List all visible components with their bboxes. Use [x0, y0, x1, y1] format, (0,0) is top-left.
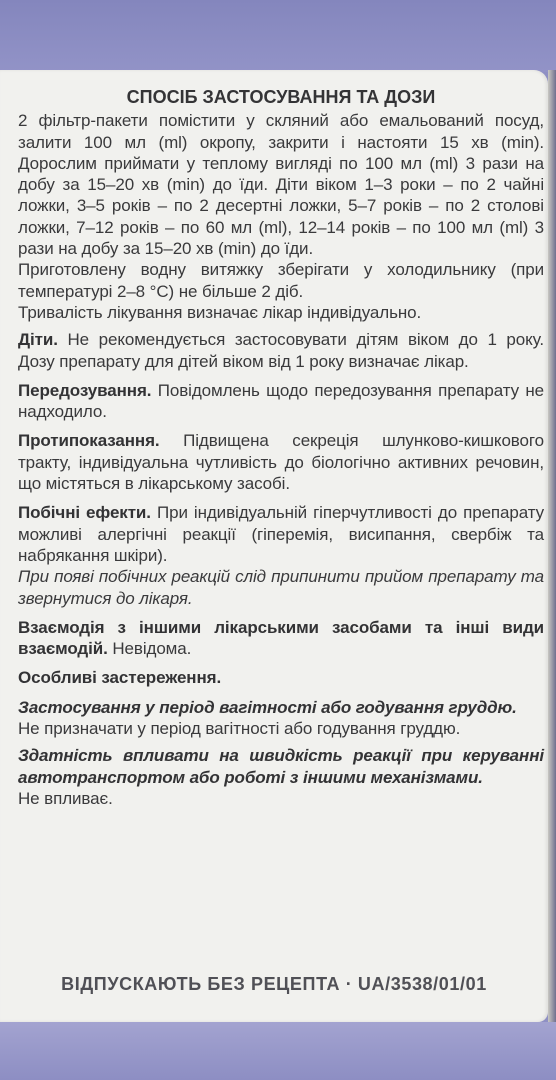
storage-paragraph: Приготовлену водну витяжку зберігати у холодильнику (при температурі 2–8 °С) не більше 2 діб.	[18, 260, 544, 301]
contraindications-label: Протипоказання.	[18, 431, 160, 451]
children-text: Не рекомендується застосовувати дітям віком до 1 року. Дозу препарату для дітей віком від 1 року визначає лікар.	[18, 330, 544, 371]
dosage-paragraph: 2 фільтр-пакети помістити у скляний або емальований посуд, залити 100 мл (ml) окропу, закрити і настояти 15 хв (min). Дорослим приймати у теплому вигляді по 100 мл (ml) 3 рази на добу за 15–20 хв (min) до їди. Діти віком 1–3 роки – по 2 чайні ложки, 3–5 років – по 2 десертні ложки, 5–7 років – по 2 столові ложки, 7–12 років – по 60 мл (ml), 12–14 років – по 100 мл (ml) 3 рази на добу за 15–20 хв (min) до їди.	[18, 111, 544, 259]
prescription-footer: ВІДПУСКАЮТЬ БЕЗ РЕЦЕПТА · UA/3538/01/01	[61, 974, 487, 994]
package-right-edge	[548, 70, 556, 1030]
pregnancy-text: Не призначати у період вагітності або годування груддю.	[18, 719, 461, 739]
contraindications-text: Підвищена секреція шлунково-кишкового тракту, індивідуальна чутливість до біологічно активних речовин, що містяться в лікарському засобі.	[18, 431, 544, 494]
contraindications-section	[18, 430, 544, 494]
overdose-section	[18, 380, 544, 423]
overdose-text: Повідомлень щодо передозування препарату не надходило.	[18, 380, 544, 422]
driving-label: Здатність впливати на швидкість реакції при керуванні автотранспортом або роботі з іншими механізмами.	[18, 746, 544, 787]
interactions-label: Взаємодія з іншими лікарськими засобами та інші види взаємодій.	[18, 617, 544, 659]
side-effects-text: При індивідуальній гіперчутливості до препарату можливі алергічні реакції (гіперемія, висипання, свербіж та набрякання шкіри).	[18, 503, 545, 565]
instructions-text	[18, 87, 544, 809]
package-top-band	[0, 0, 556, 72]
overdose-label: Передозування.	[18, 380, 152, 400]
interactions-text: Невідома.	[107, 639, 192, 659]
package-bottom-band	[0, 1022, 556, 1080]
side-effects-label: Побічні ефекти.	[18, 503, 151, 523]
precautions-label: Особливі застереження.	[18, 668, 222, 688]
side-effects-section	[18, 502, 544, 566]
side-effects-note: При появі побічних реакцій слід припинити прийом препарату та звернутися до лікаря.	[18, 567, 544, 608]
driving-text: Не впливає.	[18, 788, 113, 808]
section-title: СПОСІБ ЗАСТОСУВАННЯ ТА ДОЗИ	[126, 87, 436, 107]
interactions-section	[18, 617, 544, 660]
pregnancy-label: Застосування у період вагітності або годування груддю.	[18, 697, 517, 717]
children-section	[18, 329, 544, 372]
duration-paragraph: Тривалість лікування визначає лікар індивідуально.	[18, 302, 422, 322]
children-label: Діти.	[18, 330, 58, 350]
